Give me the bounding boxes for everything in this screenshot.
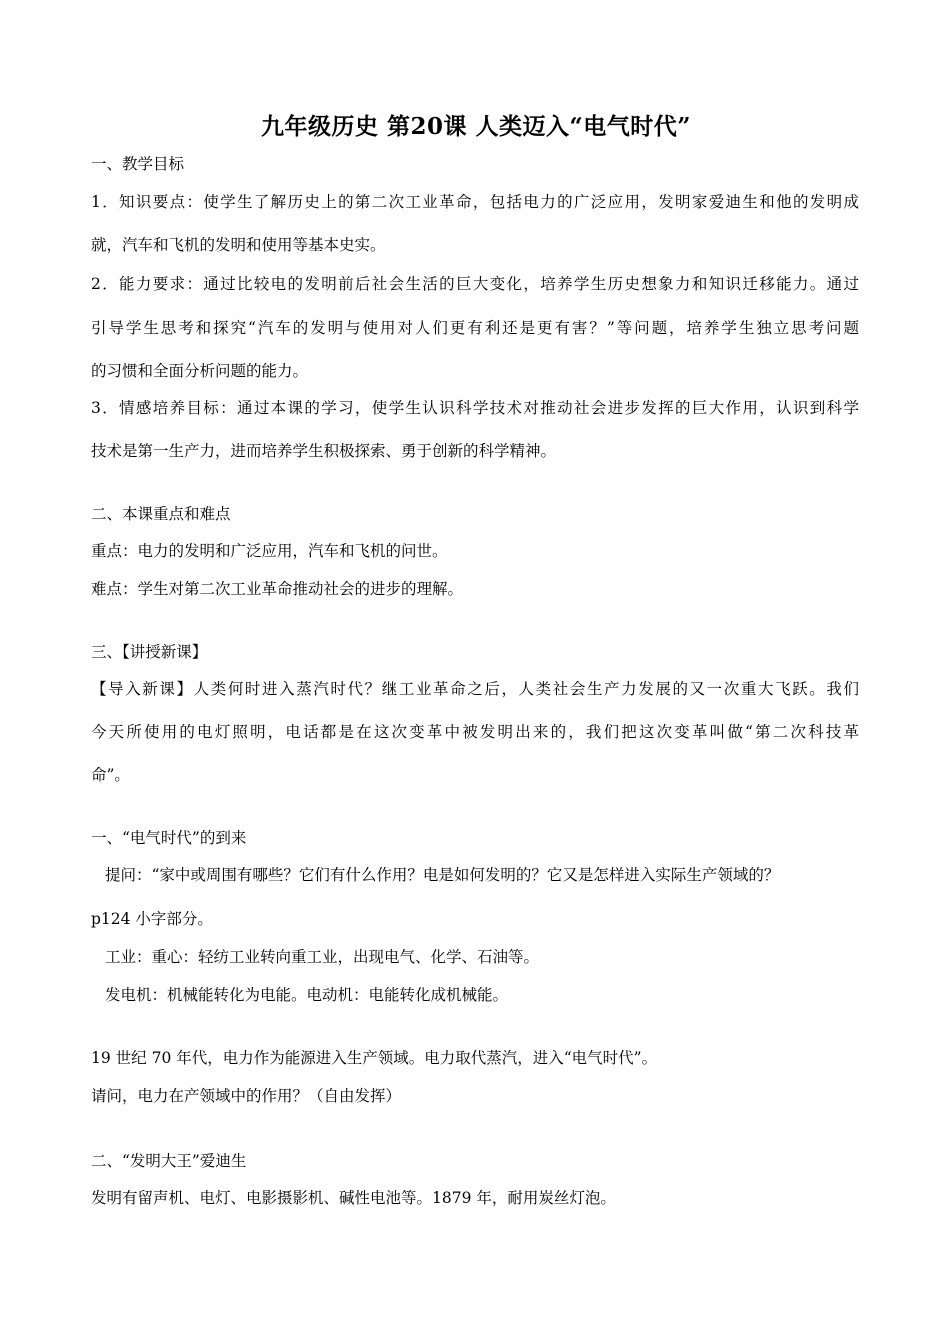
objective-2-line-2: 引导学生思考和探究“汽车的发明与使用对人们更有利还是更有害？”等问题，培养学生独立思考问题 — [91, 319, 859, 337]
difficulty-text: 难点：学生对第二次工业革命推动社会的进步的理解。 — [91, 580, 464, 598]
generator-text: 发电机：机械能转化为电能。电动机：电能转化成机械能。 — [105, 986, 509, 1004]
section-heading-new-lesson: 三、【讲授新课】 — [91, 643, 208, 661]
section-heading-key-points: 二、本课重点和难点 — [91, 505, 231, 523]
objective-3-line-2: 技术是第一生产力，进而培养学生积极探索、勇于创新的科学精神。 — [91, 442, 557, 460]
question-line-1: 提问：“家中或周围有哪些？它们有什么作用？电是如何发明的？它又是怎样进入实际生产领域的？ — [105, 866, 780, 884]
intro-line-2: 今天所使用的电灯照明，电话都是在这次变革中被发明出来的，我们把这次变革叫做“第二次科技革 — [91, 723, 859, 741]
intro-line-1: 【导入新课】人类何时进入蒸汽时代？继工业革命之后，人类社会生产力发展的又一次重大飞跃。我们 — [91, 680, 859, 698]
key-point-text: 重点：电力的发明和广泛应用，汽车和飞机的问世。 — [91, 542, 448, 560]
objective-1-line-1: 1．知识要点：使学生了解历史上的第二次工业革命，包括电力的广泛应用，发明家爱迪生和他的发明成 — [91, 193, 859, 211]
part-1-heading: 一、“电气时代”的到来 — [91, 829, 247, 847]
objective-1-line-2: 就，汽车和飞机的发明和使用等基本史实。 — [91, 236, 386, 254]
industry-text: 工业：重心：轻纺工业转向重工业，出现电气、化学、石油等。 — [105, 948, 540, 966]
section-heading-objectives: 一、教学目标 — [91, 155, 185, 173]
objective-2-line-1: 2．能力要求：通过比较电的发明前后社会生活的巨大变化，培养学生历史想象力和知识迁移能力。通过 — [91, 275, 859, 293]
objective-2-line-3: 的习惯和全面分析问题的能力。 — [91, 362, 309, 380]
objective-3-line-1: 3．情感培养目标：通过本课的学习，使学生认识科学技术对推动社会进步发挥的巨大作用，认识到科学 — [91, 399, 859, 417]
question-line-2: p124 小字部分。 — [91, 910, 213, 928]
part-2-heading: 二、“发明大王”爱迪生 — [91, 1152, 247, 1170]
electric-era-text: 19 世纪 70 年代，电力作为能源进入生产领域。电力取代蒸汽，进入“电气时代”。 — [91, 1049, 658, 1067]
intro-line-3: 命”。 — [91, 766, 130, 784]
page-title: 九年级历史 第20课 人类迈入“电气时代” — [261, 113, 691, 140]
edison-inventions-text: 发明有留声机、电灯、电影摄影机、碱性电池等。1879 年，耐用炭丝灯泡。 — [91, 1189, 616, 1207]
question-electricity-role: 请问，电力在产领域中的作用？（自由发挥） — [91, 1087, 402, 1105]
